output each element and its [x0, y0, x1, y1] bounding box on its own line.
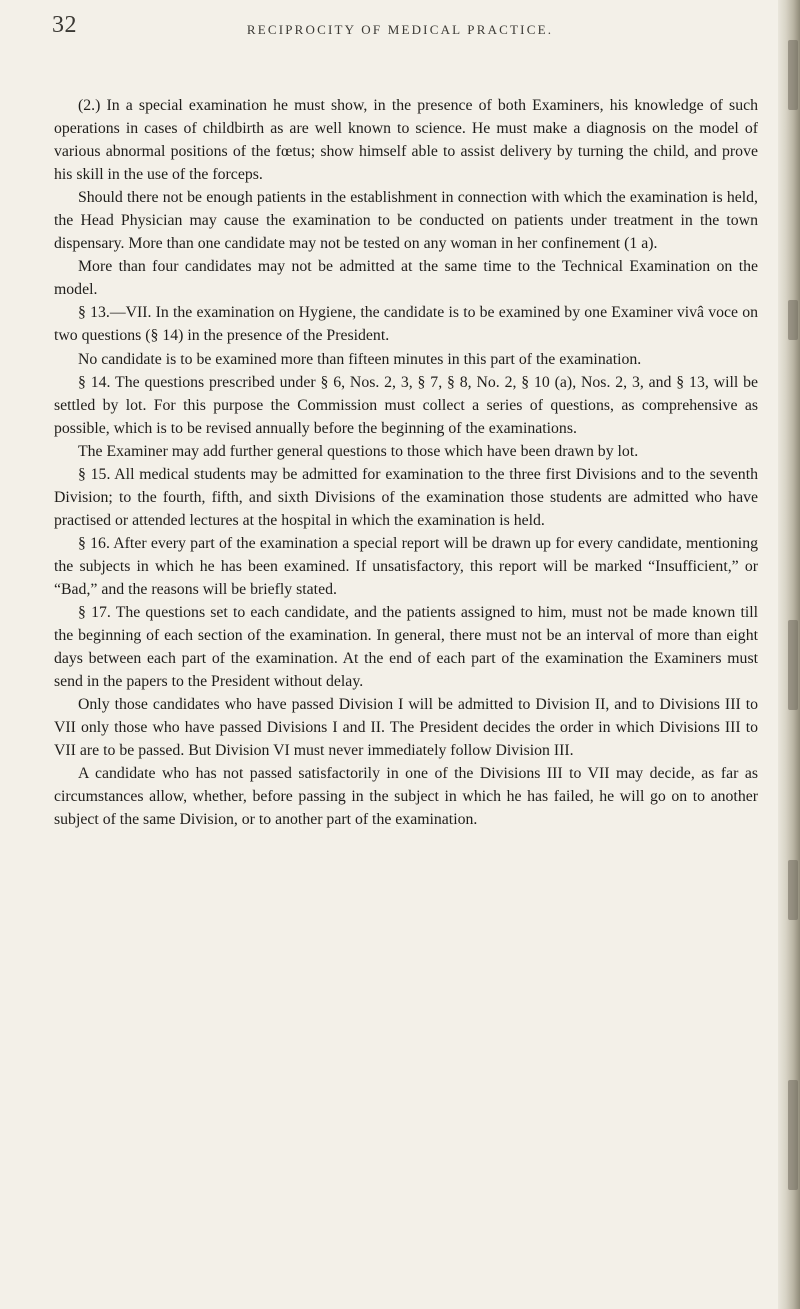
edge-mark	[788, 1080, 798, 1190]
paragraph: Only those candidates who have passed Division I will be admitted to Division II, and to Divisions III to VII only those who have passed Divisions I and II. The President decides the order in which Divisions III to VII are to be passed. But Division VI must never immediately follow Division III.	[54, 696, 758, 760]
paragraph: Should there not be enough patients in the establishment in connection with which the examination is held, the Head Physician may cause the examination to be conducted on patients under treatment in the town dispensary. More than one candidate may not be tested on any woman in her confinement (1 a).	[54, 189, 758, 253]
paragraph: A candidate who has not passed satisfactorily in one of the Divisions III to VII may decide, as far as circumstances allow, whether, before passing in the subject in which he has failed, he will go on to another subject of the same Division, or to another part of the examination.	[54, 765, 758, 829]
paragraph: § 15. All medical students may be admitted for examination to the three first Divisions and to the seventh Division; to the fourth, fifth, and sixth Divisions of the examination those students are admitted who have practised or attended lectures at the hospital in which the examination is held.	[54, 465, 758, 529]
body-text	[54, 94, 758, 832]
paragraph: § 16. After every part of the examination a special report will be drawn up for every candidate, mentioning the subjects in which he has been examined. If unsatisfactory, this report will be marked “Insufficient,” or “Bad,” and the reasons will be briefly stated.	[54, 534, 758, 598]
edge-mark	[788, 620, 798, 710]
paragraph: More than four candidates may not be admitted at the same time to the Technical Examination on the model.	[54, 258, 758, 299]
paragraph: (2.) In a special examination he must show, in the presence of both Examiners, his knowledge of such operations in cases of childbirth as are well known to science. He must make a diagnosis on the model of various abnormal positions of the fœtus; show himself able to assist delivery by turning the child, and prove his skill in the use of the forceps.	[54, 97, 758, 184]
edge-mark	[788, 40, 798, 110]
paragraph: The Examiner may add further general questions to those which have been drawn by lot.	[78, 442, 639, 460]
paragraph: § 13.—VII. In the examination on Hygiene, the candidate is to be examined by one Examiner vivâ voce on two questions (§ 14) in the presence of the President.	[54, 304, 758, 345]
paragraph: § 14. The questions prescribed under § 6, Nos. 2, 3, § 7, § 8, No. 2, § 10 (a), Nos. 2, 3, and § 13, will be settled by lot. For this purpose the Commission must collect a series of questions, as comprehensive as possible, which is to be revised annually before the beginning of the examinations.	[54, 373, 758, 437]
edge-mark	[788, 860, 798, 920]
page-edge-shadow	[778, 0, 800, 1309]
paragraph: § 17. The questions set to each candidate, and the patients assigned to him, must not be made known till the beginning of each section of the examination. In general, there must not be an interval of more than eight days between each part of the examination. At the end of each part of the examination the Examiners must send in the papers to the President without delay.	[54, 604, 758, 691]
edge-mark	[788, 300, 798, 340]
paragraph: No candidate is to be examined more than fifteen minutes in this part of the examination.	[78, 350, 642, 368]
running-head: RECIPROCITY OF MEDICAL PRACTICE.	[246, 22, 554, 37]
page-number: 32	[52, 12, 77, 38]
